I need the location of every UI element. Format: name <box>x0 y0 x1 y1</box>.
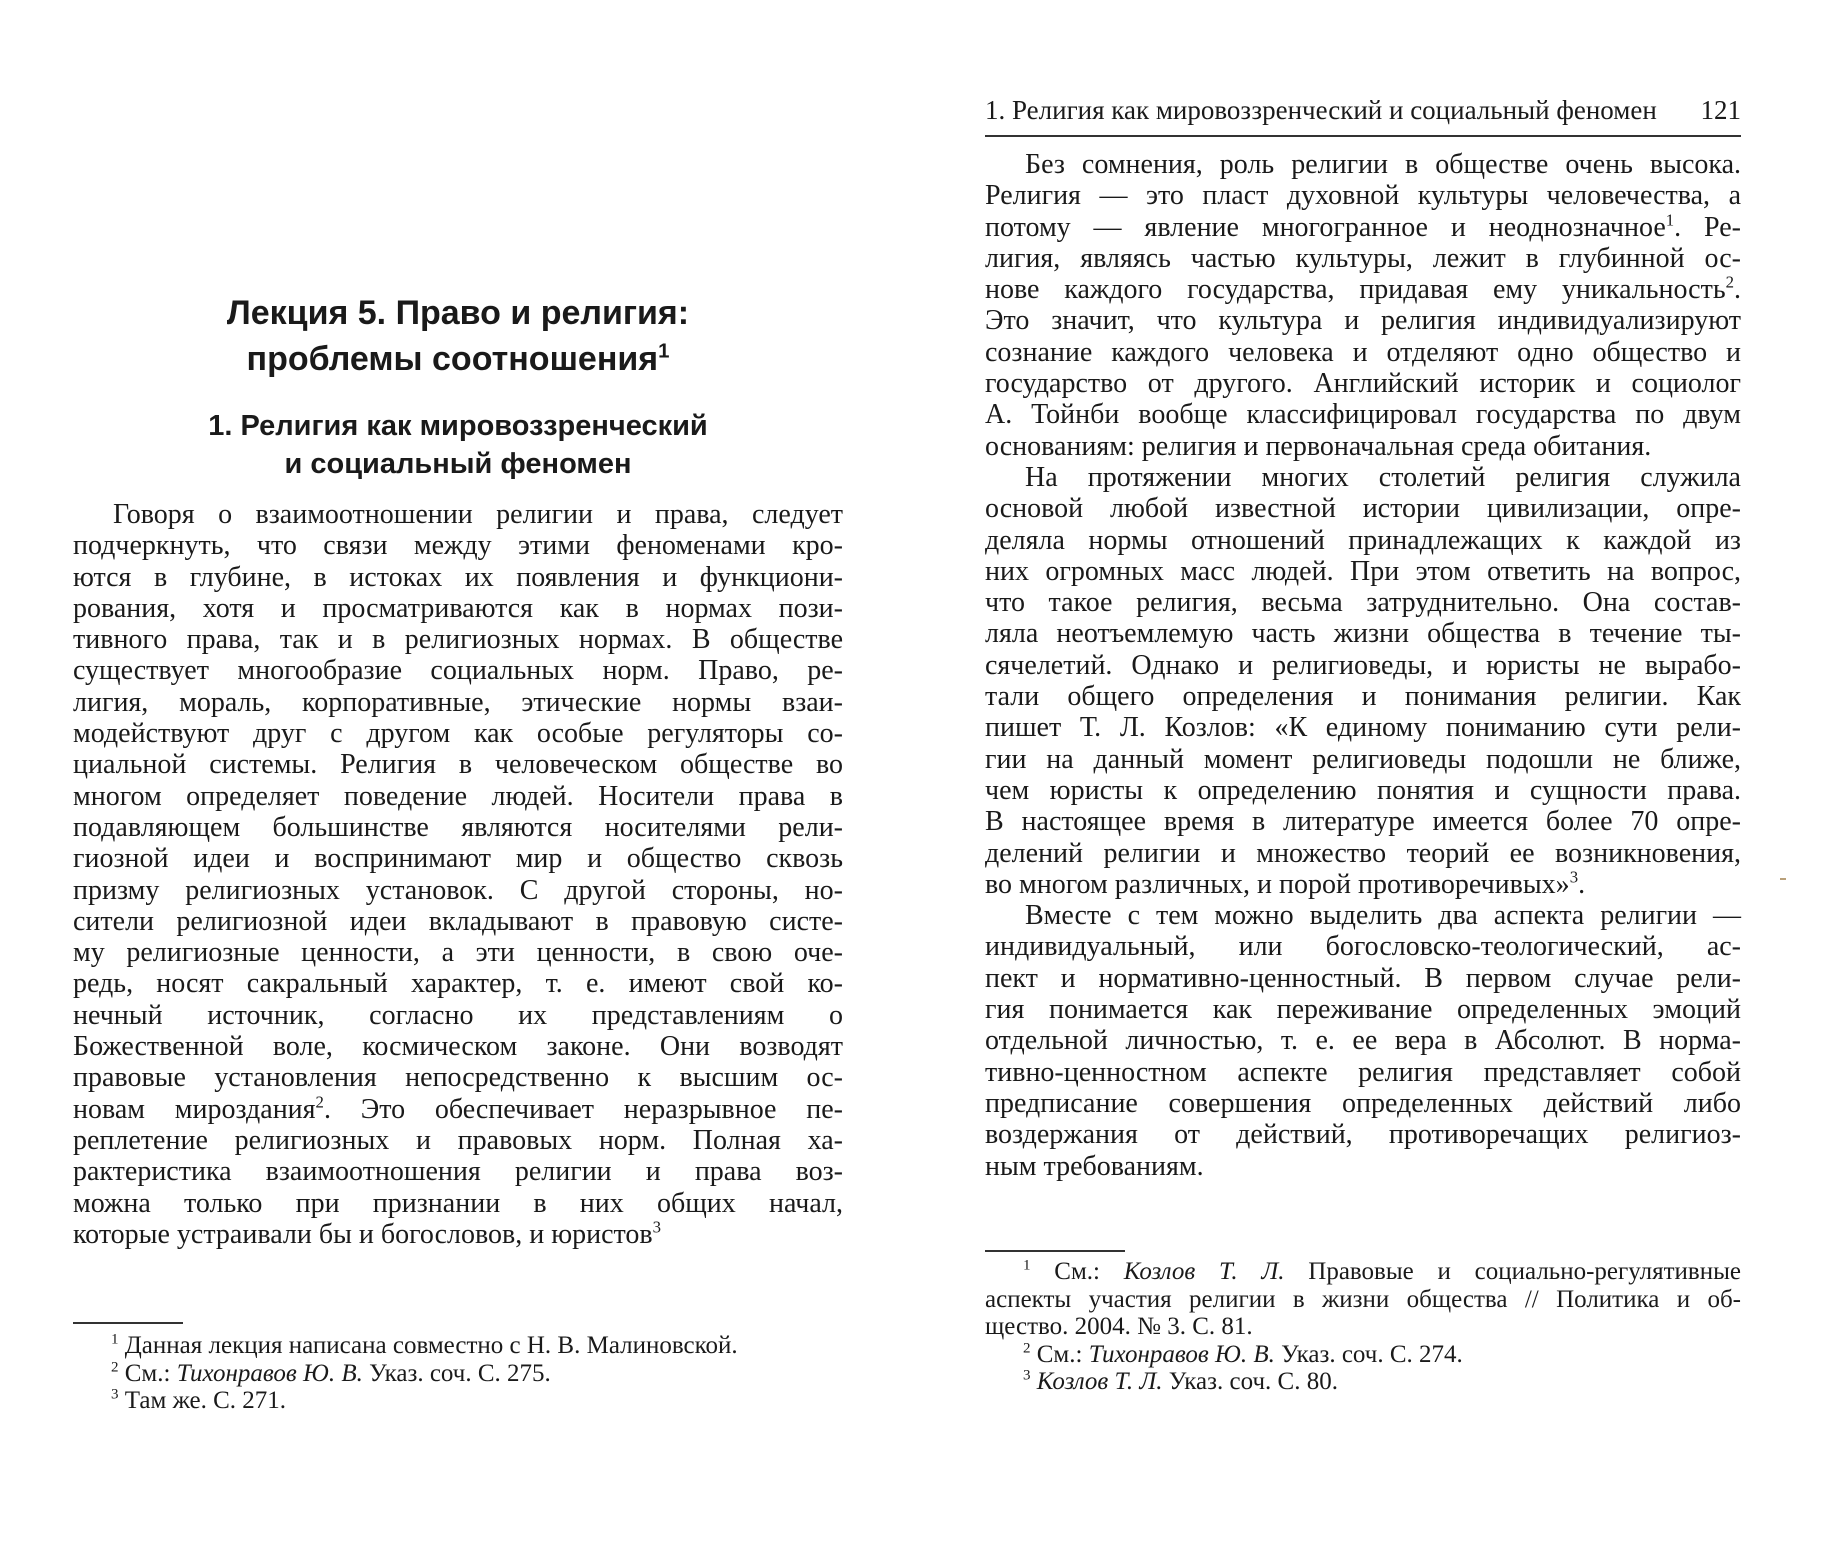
text-line: нове каждого государства, придавая ему уникальность$^2$. <box>985 272 1741 306</box>
page-number: 121 <box>1700 95 1741 125</box>
text-line: делений религии и множество теорий ее возникновения, <box>985 837 1741 869</box>
footnote-mark[interactable]: 2 <box>315 1092 324 1112</box>
text-line: циальной системы. Религия в человеческом обществе во <box>73 749 843 781</box>
text-line: основаниям: религия и первоначальная среда обитания. <box>985 430 1652 462</box>
text-line: гия понимается как переживание определенных эмоций <box>985 994 1741 1026</box>
text-line: отдельной личностью, т. е. ее вера в Абсолют. В норма- <box>985 1025 1741 1057</box>
text-line: во многом различных, и порой противоречивых»$^3$. <box>985 867 1586 900</box>
footnote-mark[interactable]: 2 <box>1725 272 1734 292</box>
right-footnotes <box>985 1258 1741 1396</box>
text-line: сячелетий. Однако и религиоведы, и юристы не вырабо- <box>985 649 1741 681</box>
lecture-title: Лекция 5. Право и религия: проблемы соотношения$^1$ <box>226 294 690 378</box>
text-line: которые устраивали бы и богословов, и юристов$^3$ <box>73 1217 662 1250</box>
text-line: В настоящее время в литературе имеется более 70 опре- <box>985 806 1741 838</box>
text-line: А. Тойнби вообще классифицировал государства по двум <box>985 399 1741 431</box>
text-line: деляла нормы отношений принадлежащих к каждой из <box>985 524 1741 556</box>
footnote: $^3$ Козлов Т. Л. Указ. соч. С. 80. <box>1023 1367 1338 1395</box>
text-line: тивного права, так и в религиозных нормах. В обществе <box>73 624 843 656</box>
text-line: многом определяет поведение людей. Носители права в <box>73 780 843 812</box>
text-line: пект и нормативно-ценностный. В первом случае рели- <box>985 962 1741 994</box>
text-line: сознание каждого человека и отделяют одно общество и <box>985 336 1741 368</box>
footnote-continuation: аспекты участия религии в жизни общества // Политика и об- <box>985 1285 1741 1313</box>
text-line: сители религиозной идеи вкладывают в правовую систе- <box>73 905 843 937</box>
text-line: пишет Т. Л. Козлов: «К единому пониманию сути рели- <box>985 712 1741 744</box>
text-line: Без сомнения, роль религии в обществе очень высока. <box>1025 149 1741 180</box>
text-line: основой любой известной истории цивилизации, опре- <box>985 493 1741 525</box>
footnote: $^3$ Там же. С. 271. <box>111 1386 287 1414</box>
text-line: Божественной воле, космическом законе. Они возводят <box>73 1031 843 1063</box>
text-line: модействуют друг с другом как особые регуляторы со- <box>73 718 843 750</box>
text-line: правовые установления непосредственно к высшим ос- <box>73 1062 843 1094</box>
footnote-mark[interactable]: 3 <box>652 1217 662 1237</box>
text-line: предписание совершения определенных действий либо <box>985 1087 1741 1119</box>
section-title: 1. Религия как мировоззренческий и социальный феномен <box>208 410 708 480</box>
footnote-divider <box>985 1250 1125 1252</box>
footnote-continuation: щество. 2004. № 3. С. 81. <box>985 1313 1253 1340</box>
footnote-mark[interactable]: 3 <box>1569 867 1579 887</box>
footnote: $^1$ См.: Козлов Т. Л. Правовые и социально-регулятивные <box>1023 1257 1742 1285</box>
text-line: рования, хотя и просматриваются как в нормах пози- <box>73 592 843 624</box>
print-speck <box>1780 878 1786 880</box>
text-line: потому — явление многогранное и неоднозначное$^1$. Ре- <box>985 210 1741 243</box>
footnote-mark[interactable]: 1 <box>1665 210 1675 230</box>
running-header-title: 1. Религия как мировоззренческий и социальный феномен <box>985 95 1657 125</box>
text-line: Религия — это пласт духовной культуры человечества, а <box>985 180 1741 212</box>
text-line: рактеристика взаимоотношения религии и права воз- <box>73 1156 843 1188</box>
footnote: $^1$ Данная лекция написана совместно с Н. В. Малиновской. <box>111 1331 738 1359</box>
text-line: гиозной идеи и воспринимают мир и общество сквозь <box>73 843 843 875</box>
text-line: тивно-ценностном аспекте религия представляет собой <box>985 1056 1741 1088</box>
text-line: них огромных масс людей. При этом ответить на вопрос, <box>985 555 1741 587</box>
text-line: реплетение религиозных и правовых норм. Полная ха- <box>73 1124 843 1156</box>
text-line: На протяжении многих столетий религия служила <box>1025 461 1741 493</box>
text-line: индивидуальный, или богословско-теологический, ас- <box>985 931 1741 963</box>
text-line: Это значит, что культура и религия индивидуализируют <box>985 305 1741 337</box>
footnote-divider <box>73 1322 183 1324</box>
text-line: ются в глубине, в истоках их появления и функциони- <box>73 561 843 593</box>
running-header <box>985 94 1741 126</box>
text-line: ляла неотъемлемую часть жизни общества в течение ты- <box>985 618 1741 650</box>
text-line: Говоря о взаимоотношении религии и права, следует <box>113 499 843 530</box>
text-line: лигия, являясь частью культуры, лежит в глубинной ос- <box>985 242 1741 274</box>
text-line: Вместе с тем можно выделить два аспекта религии — <box>1025 900 1741 932</box>
left-footnotes <box>73 1332 843 1415</box>
footnote: $^2$ См.: Тихонравов Ю. В. Указ. соч. С. 275. <box>111 1359 551 1387</box>
left-paragraph <box>73 499 843 1250</box>
text-line: можна только при признании в них общих начал, <box>73 1187 843 1219</box>
text-line: новам мироздания$^2$. Это обеспечивает неразрывное пе- <box>73 1092 843 1125</box>
text-line: воздержания от действий, противоречащих религиоз- <box>985 1119 1741 1151</box>
text-line: нечный источник, согласно их представлениям о <box>73 999 843 1031</box>
text-line: что такое религия, весьма затруднительно. Она состав- <box>985 587 1741 619</box>
text-line: государство от другого. Английский историк и социолог <box>985 368 1741 400</box>
text-line: тали общего определения и понимания религии. Как <box>985 681 1741 713</box>
text-line: подавляющем большинстве являются носителями рели- <box>73 811 843 843</box>
text-line: подчеркнуть, что связи между этими феноменами кро- <box>73 530 843 562</box>
right-text <box>985 149 1741 1182</box>
text-line: редь, носят сакральный характер, т. е. имеют свой ко- <box>73 968 843 1000</box>
footnote-mark[interactable]: 1 <box>658 340 670 363</box>
text-line: ным требованиям. <box>985 1150 1204 1182</box>
text-line: лигия, мораль, корпоративные, этические нормы взаи- <box>73 686 843 718</box>
text-line: существует многообразие социальных норм. Право, ре- <box>73 655 843 687</box>
text-line: призму религиозных установок. С другой стороны, но- <box>73 874 843 906</box>
header-rule <box>985 135 1741 137</box>
footnote: $^2$ См.: Тихонравов Ю. В. Указ. соч. С. 274. <box>1023 1340 1463 1368</box>
text-line: чем юристы к определению понятия и сущности права. <box>985 774 1741 806</box>
text-line: му религиозные ценности, а эти ценности, в свою оче- <box>73 937 843 969</box>
text-line: гии на данный момент религиоведы подошли не ближе, <box>985 743 1741 775</box>
